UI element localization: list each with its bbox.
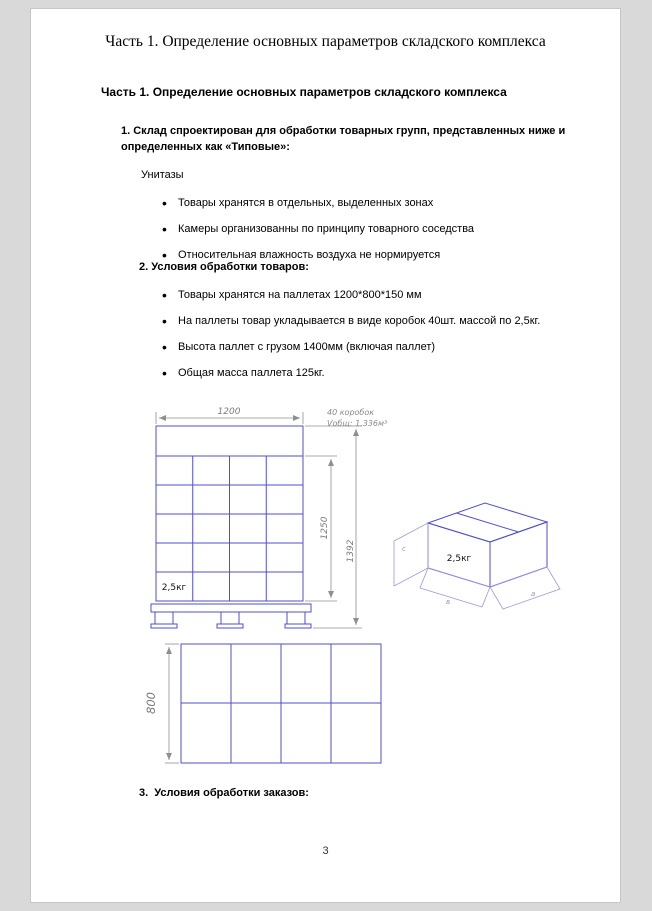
section-heading: Часть 1. Определение основных параметров складского комплекса bbox=[101, 85, 507, 99]
plan-grid bbox=[181, 644, 381, 763]
pallet-drawing bbox=[141, 401, 571, 773]
pallet-plan-view bbox=[144, 644, 381, 763]
list-item: • Камеры организованны по принципу товарного соседства bbox=[161, 223, 474, 249]
list-item: • На паллеты товар укладывается в виде коробок 40шт. массой по 2,5кг. bbox=[161, 315, 540, 341]
dim-1200-label: 1200 bbox=[217, 407, 241, 417]
list-item: • Товары хранятся в отдельных, выделенных зонах bbox=[161, 197, 474, 223]
box-stack bbox=[156, 426, 303, 601]
list-item: • Относительная влажность воздуха не нормируется bbox=[161, 249, 474, 275]
bullet-list-2 bbox=[161, 289, 540, 393]
flap-letter-a: а bbox=[531, 590, 536, 598]
numbered-item-2: 2. Условия обработки товаров: bbox=[139, 261, 309, 273]
pallet-front-view bbox=[151, 407, 387, 628]
list-item: • Общая масса паллета 125кг. bbox=[161, 367, 540, 393]
dimension-height-1250 bbox=[305, 456, 337, 601]
list-item: • Товары хранятся на паллетах 1200*800*150 мм bbox=[161, 289, 540, 315]
numbered-item-1: 1. Склад спроектирован для обработки товарных групп, представленных ниже и определенных как «Типовые»: bbox=[121, 125, 566, 153]
dimension-plan-800 bbox=[144, 644, 179, 763]
list-item: • Высота паллет с грузом 1400мм (включая паллет) bbox=[161, 341, 540, 367]
boxes-note bbox=[327, 408, 387, 428]
document-page bbox=[30, 8, 621, 903]
box-3d-body bbox=[428, 503, 547, 587]
product-group-label: Унитазы bbox=[141, 169, 184, 181]
dimension-width-1200 bbox=[156, 407, 303, 424]
cell-weight-label: 2,5кг bbox=[161, 583, 187, 593]
dim-1250-label: 1250 bbox=[320, 516, 330, 540]
dim-800-label: 800 bbox=[144, 692, 158, 714]
flap-letter-c: с bbox=[402, 545, 406, 553]
box-3d-view bbox=[394, 503, 560, 609]
note-line-1: 40 коробок bbox=[327, 408, 375, 417]
box-weight-label: 2,5кг bbox=[446, 554, 472, 564]
pallet-side bbox=[151, 604, 311, 628]
note-line-2: Vобщ: 1.336м³ bbox=[327, 419, 388, 428]
dim-1392-label: 1392 bbox=[346, 539, 356, 563]
flap-letter-v: в bbox=[446, 598, 451, 606]
numbered-item-3: 3. Условия обработки заказов: bbox=[139, 787, 309, 799]
document-title: Часть 1. Определение основных параметров складского комплекса bbox=[105, 33, 546, 50]
page-number: 3 bbox=[322, 845, 329, 857]
